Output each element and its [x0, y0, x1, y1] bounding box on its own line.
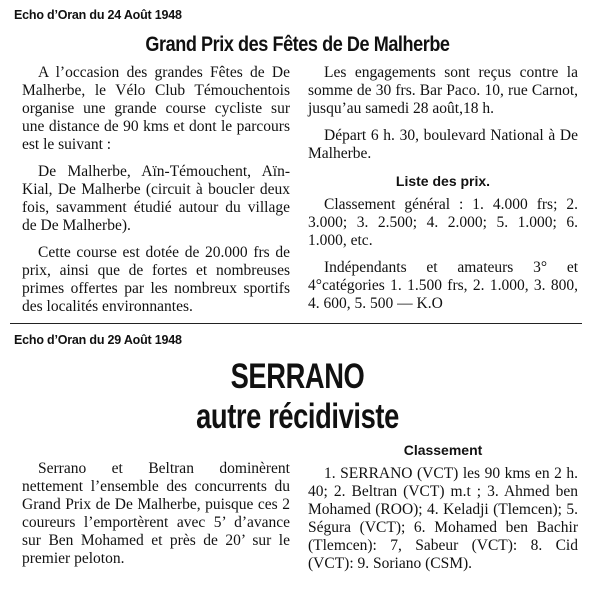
section-divider [10, 323, 582, 324]
article1-prize-heading: Liste des prix. [395, 173, 491, 189]
article1-prize-money-paragraph: Cette course est dotée de 20.000 frs de prix, ainsi que de fortes et nombreuses primes offertes par les nombreux sportifs des localités environnantes. [22, 244, 290, 315]
article1-route-paragraph: De Malherbe, Aïn-Témouchent, Aïn-Kial, De Malherbe (circuit à boucler deux fois, savamment étudié autour du village de De Malherbe). [22, 163, 290, 234]
article1-categories-paragraph: Indépendants et amateurs 3° et 4°catégories 1. 1.500 frs, 2. 1.000, 3. 800, 4. 600, 5. 500 — K.O [308, 259, 578, 312]
article2-ranking-paragraph: 1. SERRANO (VCT) les 90 kms en 2 h. 40; 2. Beltran (VCT) m.t ; 3. Ahmed ben Mohamed (ROO); 4. Keladji (Tlemcen); 5. Ségura (VCT); 6. Mohamed ben Bachir (Tlemcen): 7, Sabeur (VCT): 8. Cid (VCT): 9. Soriano (CSM). [308, 465, 578, 572]
article2-right-column [308, 439, 578, 582]
article1-right-column [308, 64, 578, 322]
article1-start-paragraph: Départ 6 h. 30, boulevard National à De Malherbe. [308, 127, 578, 162]
article1-intro-paragraph: A l’occasion des grandes Fêtes de De Malherbe, le Vélo Club Témouchentois organise une grande course cycliste sur une distance de 90 kms et dont le parcours est le suivant : [22, 64, 290, 153]
article1-registration-paragraph: Les engagements sont reçus contre la somme de 30 frs. Bar Paco. 10, rue Carnot, jusqu’au samedi 28 août,18 h. [308, 64, 578, 117]
article1-general-ranking-paragraph: Classement général : 1. 4.000 frs; 2. 3.000; 3. 2.500; 4. 2.000; 5. 1.000; 6. 1.000, etc. [308, 196, 578, 249]
article1-left-column [22, 64, 290, 325]
article2-title-line1: SERRANO [230, 357, 365, 396]
article2-title [65, 357, 529, 437]
article1-source: Echo d’Oran du 24 Août 1948 [14, 8, 182, 22]
article2-ranking-heading: Classement [403, 442, 483, 458]
article2-summary-paragraph: Serrano et Beltran dominèrent nettement l’ensemble des concurrents du Grand Prix de De Malherbe, puisque ces 2 coureurs l’emportèrent avec 5’ d’avance sur Ben Mohamed et près de 20’ sur le premier peloton. [22, 460, 290, 567]
article2-source: Echo d’Oran du 29 Août 1948 [14, 333, 182, 347]
article2-left-column [22, 460, 290, 577]
article1-title: Grand Prix des Fêtes de De Malherbe [145, 33, 450, 56]
article2-title-line2: autre récidiviste [196, 397, 399, 436]
